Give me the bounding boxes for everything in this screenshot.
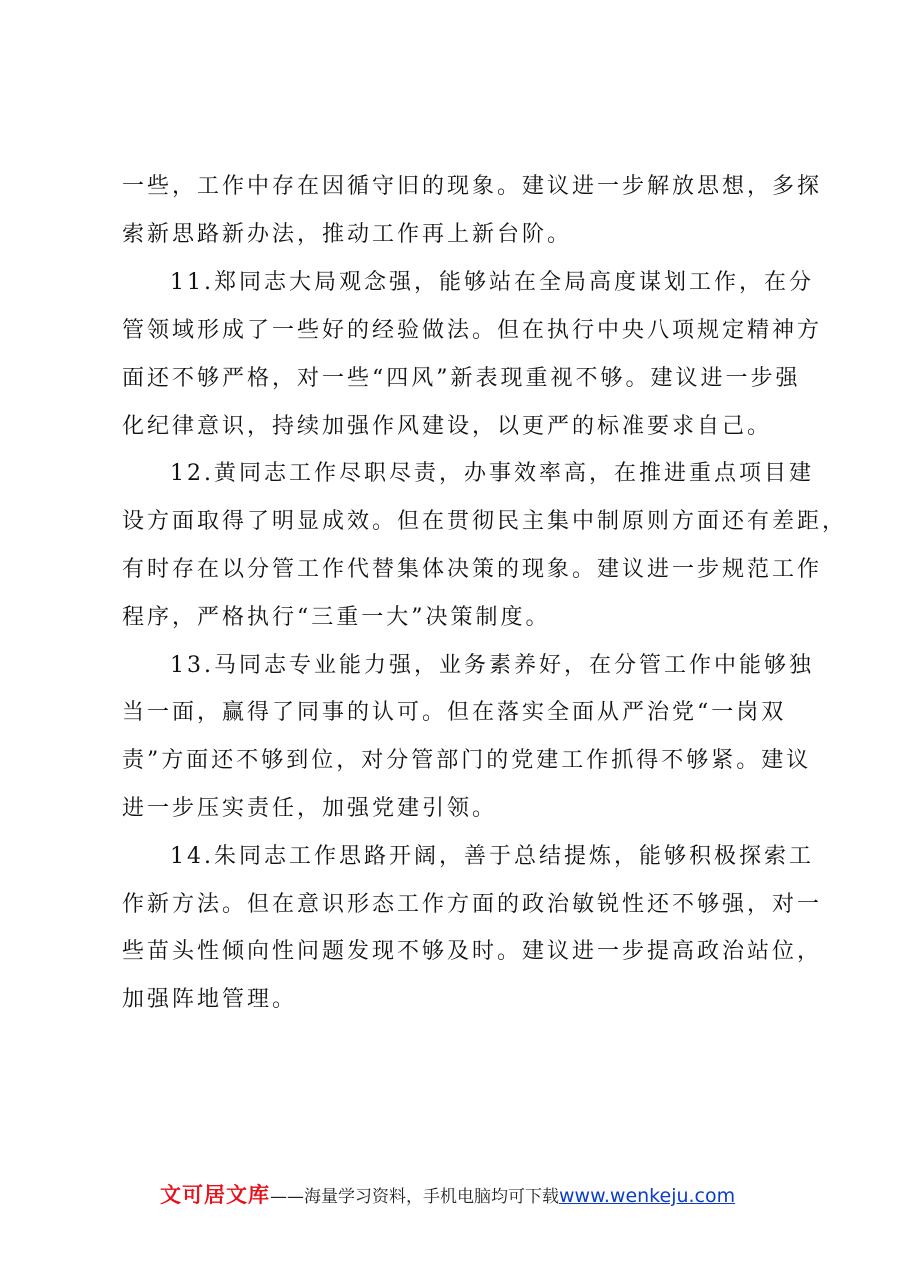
text-line: 作新方法。但在意识形态工作方面的政治敏锐性还不够强，对一 bbox=[122, 892, 823, 917]
text-line: 设方面取得了明显成效。但在贯彻民主集中制原则方面还有差距， bbox=[122, 509, 848, 534]
text-line: 管领域形成了一些好的经验做法。但在执行中央八项规定精神方 bbox=[122, 318, 823, 343]
footer-tagline: ——海量学习资料，手机电脑均可下载 bbox=[270, 1187, 559, 1207]
footer-brand: 文可居文库 bbox=[160, 1183, 270, 1207]
text-line: 索新思路新办法，推动工作再上新台阶。 bbox=[122, 222, 573, 247]
text-line: 面还不够严格，对一些“四风”新表现重视不够。建议进一步强 bbox=[122, 366, 801, 391]
paragraph-13-start: 13.马同志专业能力强，业务素养好，在分管工作中能够独 bbox=[170, 653, 814, 678]
text-line: 有时存在以分管工作代替集体决策的现象。建议进一步规范工作 bbox=[122, 557, 823, 582]
text-line: 进一步压实责任，加强党建引领。 bbox=[122, 796, 498, 821]
paragraph-11-start: 11.郑同志大局观念强，能够站在全局高度谋划工作，在分 bbox=[170, 270, 814, 295]
text-line: 当一面，赢得了同事的认可。但在落实全面从严治党“一岗双 bbox=[122, 700, 787, 725]
footer-site-link[interactable]: www.wenkeju.com bbox=[559, 1185, 736, 1207]
paragraph-12-start: 12.黄同志工作尽职尽责，办事效率高，在推进重点项目建 bbox=[170, 461, 814, 486]
text-line: 程序，严格执行“三重一大”决策制度。 bbox=[122, 605, 551, 630]
text-line: 些苗头性倾向性问题发现不够及时。建议进一步提高政治站位， bbox=[122, 939, 823, 964]
text-line: 责”方面还不够到位，对分管部门的党建工作抓得不够紧。建议 bbox=[122, 748, 812, 773]
paragraph-14-start: 14.朱同志工作思路开阔，善于总结提炼，能够积极探索工 bbox=[170, 844, 814, 869]
text-line: 一些，工作中存在因循守旧的现象。建议进一步解放思想，多探 bbox=[122, 174, 823, 199]
text-line: 化纪律意识，持续加强作风建设，以更严的标准要求自己。 bbox=[122, 414, 773, 439]
footer-banner bbox=[160, 1180, 800, 1212]
text-line: 加强阵地管理。 bbox=[122, 987, 298, 1012]
